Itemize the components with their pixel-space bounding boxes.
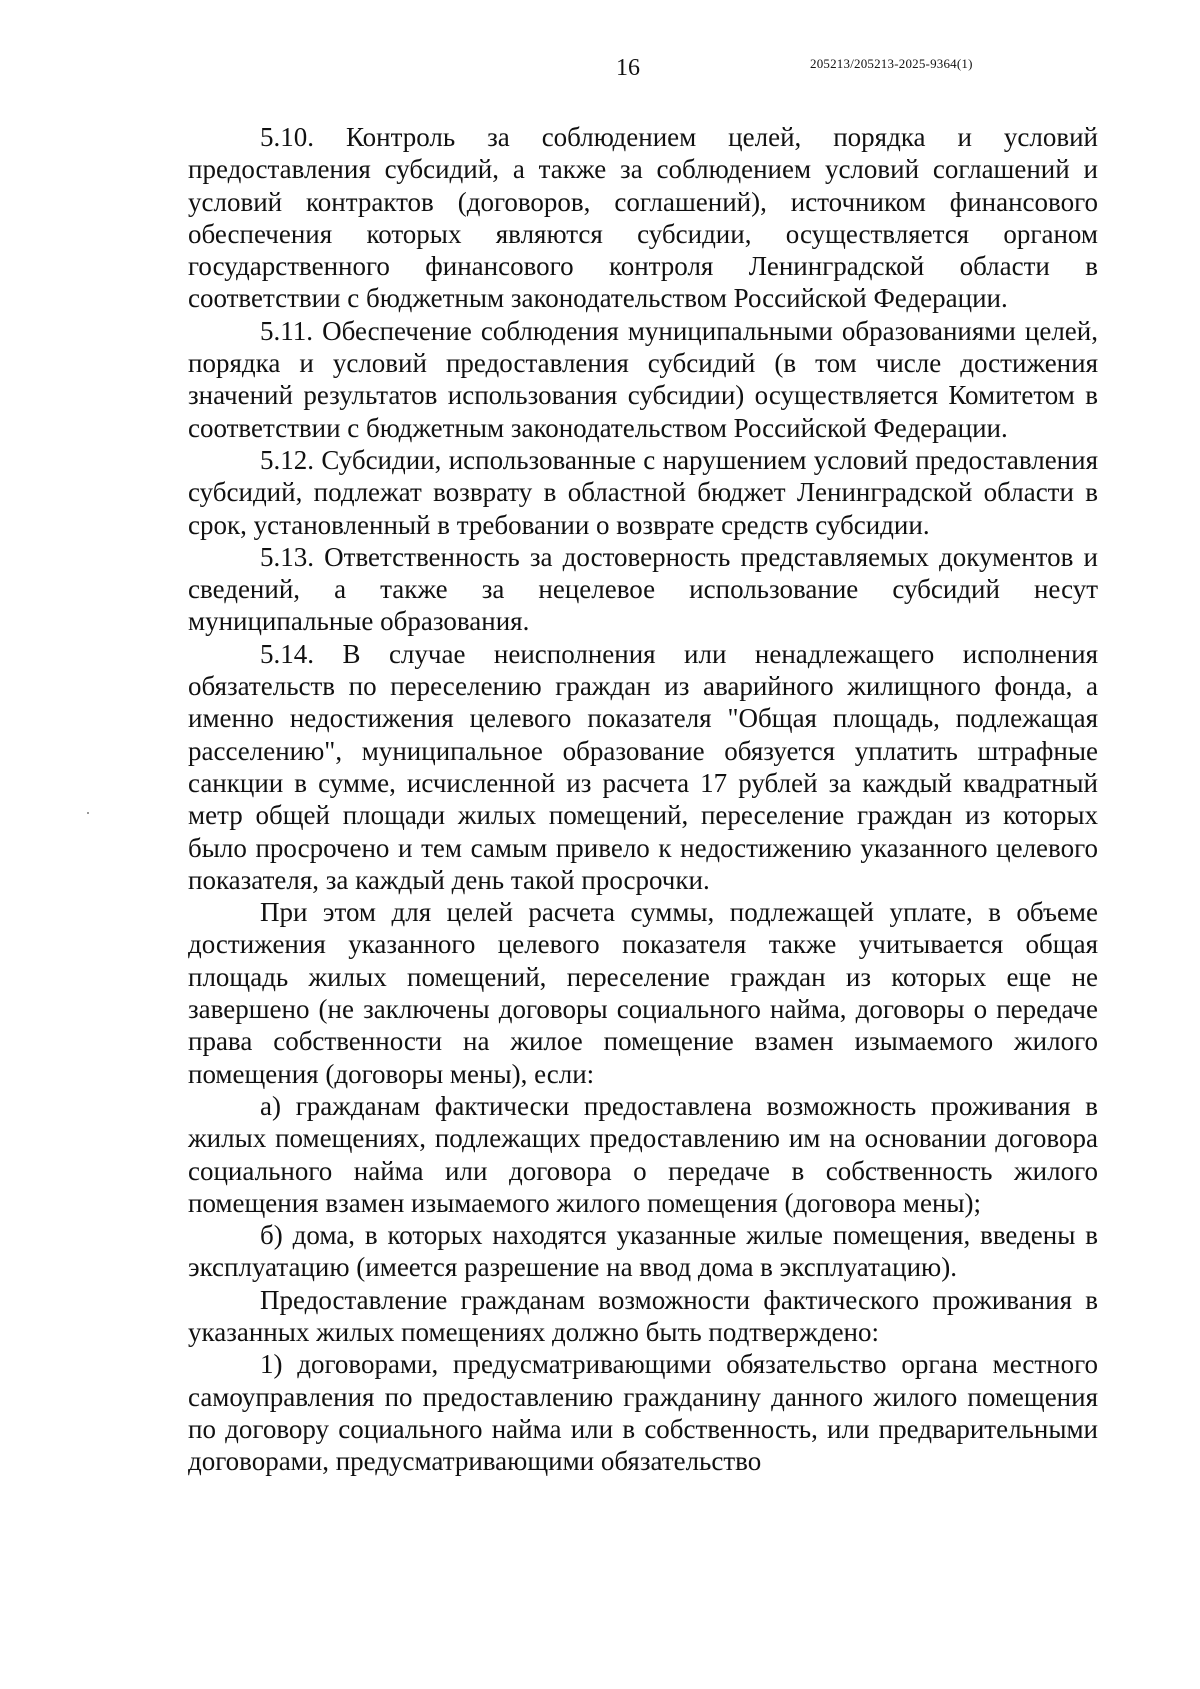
paragraph-calculation: При этом для целей расчета суммы, подлежащей уплате, в объеме достижения указанного целевого показателя также учитывается общая площадь жилых помещений, переселение граждан из которых еще не завершено (не заключены договоры социального найма, договоры о передаче права собственности на жилое помещение взамен изымаемого жилого помещения (договоры мены), если: [188, 897, 1098, 1089]
paragraph-5-14: 5.14. В случае неисполнения или ненадлежащего исполнения обязательств по переселению граждан из аварийного жилищного фонда, а именно недостижения целевого показателя "Общая площадь, подлежащая расселению", муниципальное образование обязуется уплатить штрафные санкции в сумме, исчисленной из расчета 17 рублей за каждый квадратный метр общей площади жилых помещений, переселение граждан из которых было просрочено и тем самым привело к недостижению указанного целевого показателя, за каждый день такой просрочки. [188, 638, 1098, 895]
paragraph-item-a: а) гражданам фактически предоставлена возможность проживания в жилых помещениях, подлежащих предоставлению им на основании договора социального найма или договора о передаче в собственность жилого помещения взамен изымаемого жилого помещения (договора мены); [188, 1090, 1098, 1218]
paragraph-5-11: 5.11. Обеспечение соблюдения муниципальными образованиями целей, порядка и условий предоставления субсидий (в том числе достижения значений результатов использования субсидии) осуществляется Комитетом в соответствии с бюджетным законодательством Российской Федерации. [188, 315, 1098, 443]
document-id: 205213/205213-2025-9364(1) [810, 56, 973, 71]
paragraph-item-1: 1) договорами, предусматривающими обязательство органа местного самоуправления по предоставлению гражданину данного жилого помещения по договору социального найма или в собственность, или предварительными договорами, предусматривающими обязательство [188, 1349, 1098, 1477]
paragraph-confirmation: Предоставление гражданам возможности фактического проживания в указанных жилых помещениях должно быть подтверждено: [188, 1284, 1098, 1347]
paragraph-5-10: 5.10. Контроль за соблюдением целей, порядка и условий предоставления субсидий, а также за соблюдением условий соглашений и условий контрактов (договоров, соглашений), источником финансового обеспечения которых являются субсидии, осуществляется органом государственного финансового контроля Ленинградской области в соответствии с бюджетным законодательством Российской Федерации. [188, 122, 1098, 314]
paragraph-5-13: 5.13. Ответственность за достоверность представляемых документов и сведений, а также за нецелевое использование субсидий несут муниципальные образования. [188, 541, 1098, 637]
paragraph-item-b: б) дома, в которых находятся указанные жилые помещения, введены в эксплуатацию (имеется разрешение на ввод дома в эксплуатацию). [188, 1220, 1098, 1283]
page-number: 16 [616, 55, 640, 81]
scan-margin-mark [87, 812, 89, 814]
document-body [188, 121, 1098, 1477]
paragraph-5-12: 5.12. Субсидии, использованные с нарушением условий предоставления субсидий, подлежат возврату в областной бюджет Ленинградской области в срок, установленный в требовании о возврате средств субсидии. [188, 444, 1098, 540]
